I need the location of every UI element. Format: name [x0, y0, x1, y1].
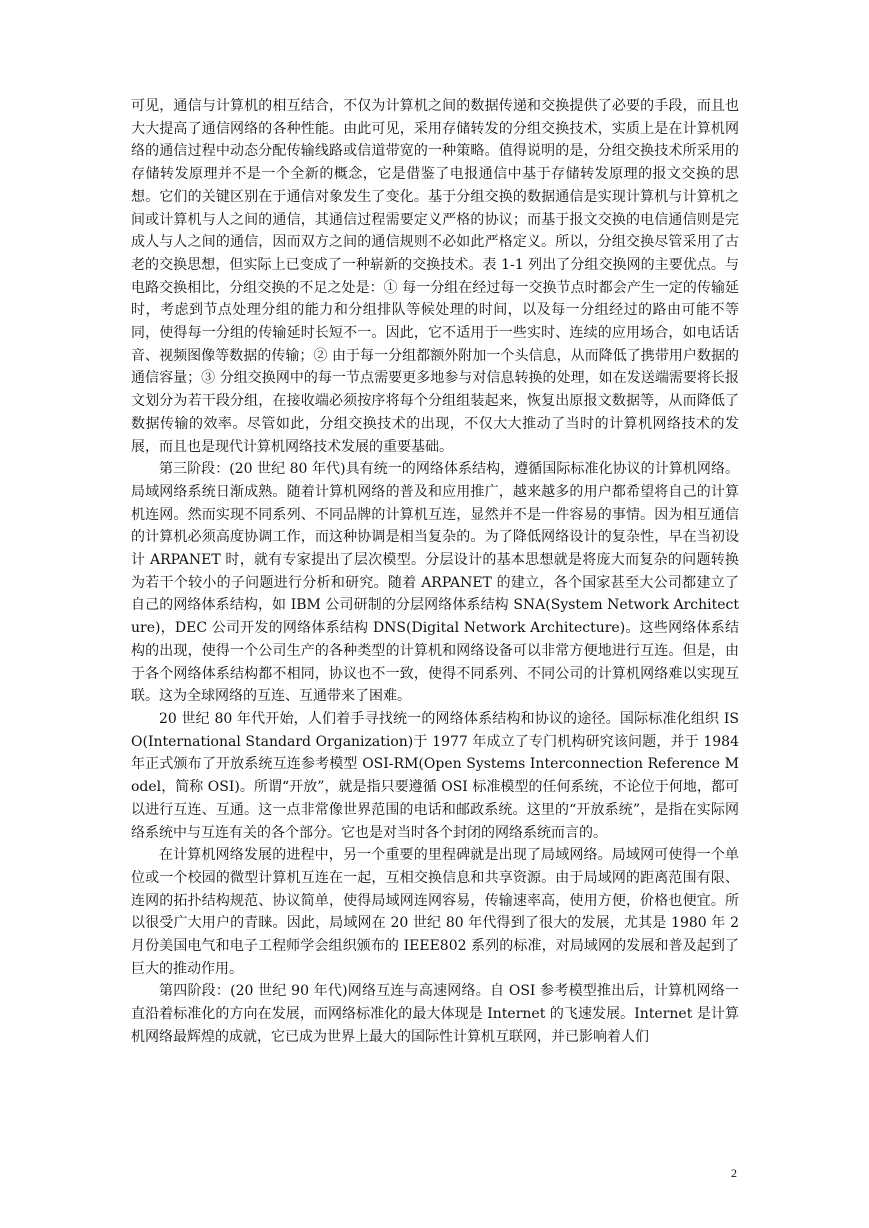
page-number: 2	[731, 1166, 737, 1180]
paragraph-packet-switching: 可见，通信与计算机的相互结合，不仅为计算机之间的数据传递和交换提供了必要的手段，而且也大大提高了通信网络的各种性能。由此可见，采用存储转发的分组交换技术，实质上是在计算机网络的通信过程中动态分配传输线路或信道带宽的一种策略。值得说明的是，分组交换技术所采用的存储转发原理并不是一个全新的概念，它是借鉴了电报通信中基于存储转发原理的报文交换的思想。它们的关键区别在于通信对象发生了变化。基于分组交换的数据通信是实现计算机与计算机之间或计算机与人之间的通信，其通信过程需要定义严格的协议；而基于报文交换的电信通信则是完成人与人之间的通信，因而双方之间的通信规则不必如此严格定义。所以，分组交换尽管采用了古老的交换思想，但实际上已变成了一种崭新的交换技术。表 1-1 列出了分组交换网的主要优点。与电路交换相比，分组交换的不足之处是：① 每一分组在经过每一交换节点时都会产生一定的传输延时，考虑到节点处理分组的能力和分组排队等候处理的时间，以及每一分组经过的路由可能不等同，使得每一分组的传输延时长短不一。因此，它不适用于一些实时、连续的应用场合，如电话话音、视频图像等数据的传输；② 由于每一分组都额外附加一个头信息，从而降低了携带用户数据的通信容量；③ 分组交换网中的每一节点需要更多地参与对信息转换的处理，如在发送端需要将长报文划分为若干段分组，在接收端必须按序将每个分组组装起来，恢复出原报文数据等，从而降低了数据传输的效率。尽管如此，分组交换技术的出现，不仅大大推动了当时的计算机网络技术的发展，而且也是现代计算机网络技术发展的重要基础。	[131, 98, 739, 455]
paragraph-third-stage: 第三阶段：(20 世纪 80 年代)具有统一的网络体系结构，遵循国际标准化协议的计算机网络。局域网络系统日渐成熟。随着计算机网络的普及和应用推广，越来越多的用户都希望将自己的计算机连网。然而实现不同系列、不同品牌的计算机互连，显然并不是一件容易的事情。因为相互通信的计算机必须高度协调工作，而这种协调是相当复杂的。为了降低网络设计的复杂性，早在当初设计 ARPANET 时，就有专家提出了层次模型。分层设计的基本思想就是将庞大而复杂的问题转换为若干个较小的子问题进行分析和研究。随着 ARPANET 的建立，各个国家甚至大公司都建立了自己的网络体系结构，如 IBM 公司研制的分层网络体系结构 SNA(System Network Architecture)，DEC 公司开发的网络体系结构 DNS(Digital Network Architecture)。这些网络体系结构的出现，使得一个公司生产的各种类型的计算机和网络设备可以非常方便地进行互连。但是，由于各个网络体系结构都不相同，协议也不一致，使得不同系列、不同公司的计算机网络难以实现互联。这为全球网络的互连、互通带来了困难。	[131, 461, 739, 705]
paragraph-local-area-network: 在计算机网络发展的进程中，另一个重要的里程碑就是出现了局域网络。局域网可使得一个单位或一个校园的微型计算机互连在一起，互相交换信息和共享资源。由于局域网的距离范围有限、连网的拓扑结构规范、协议简单，使得局域网连网容易，传输速率高，使用方便，价格也便宜。所以很受广大用户的青睐。因此，局域网在 20 世纪 80 年代得到了很大的发展，尤其是 1980 年 2 月份美国电气和电子工程师学会组织颁布的 IEEE802 系列的标准，对局域网的发展和普及起到了巨大的推动作用。	[131, 847, 739, 977]
paragraph-fourth-stage: 第四阶段：(20 世纪 90 年代)网络互连与高速网络。自 OSI 参考模型推出后，计算机网络一直沿着标准化的方向在发展，而网络标准化的最大体现是 Internet 的飞速发展。Internet 是计算机网络最辉煌的成就，它已成为世界上最大的国际性计算机互联网，并已影响着人们	[131, 983, 739, 1045]
paragraph-osi-model: 20 世纪 80 年代开始，人们着手寻找统一的网络体系结构和协议的途径。国际标准化组织 ISO(International Standard Organization)于 1977 年成立了专门机构研究该问题，并于 1984 年正式颁布了开放系统互连参考模型 OSI-RM(Open Systems Interconnection Reference Model，简称 OSI)。所谓“开放”，就是指只要遵循 OSI 标准模型的任何系统，不论位于何地，都可以进行互连、互通。这一点非常像世界范围的电话和邮政系统。这里的“开放系统”，是指在实际网络系统中与互连有关的各个部分。它也是对当时各个封闭的网络系统而言的。	[131, 710, 739, 841]
document-body	[131, 95, 739, 1049]
